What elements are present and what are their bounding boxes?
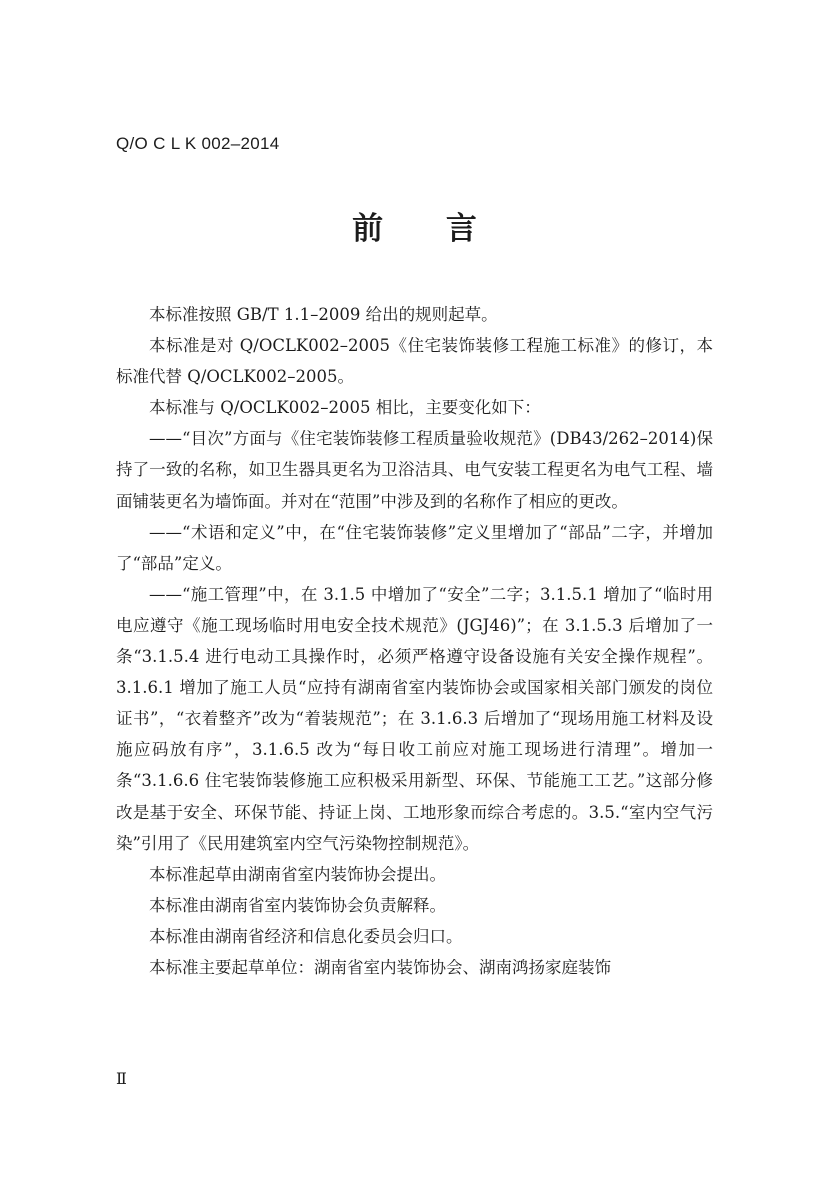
paragraph-proposer: 本标准起草由湖南省室内装饰协会提出。 [149,864,446,884]
paragraph-drafting-units: 本标准主要起草单位：湖南省室内装饰协会、湖南鸿扬家庭装饰 [149,957,611,977]
page-title: 前 言 [352,211,503,247]
body-text [116,299,713,983]
page-number: Ⅱ [116,1071,127,1088]
paragraph-revision: 本标准是对 Q/OCLK002–2005《住宅装饰装修工程施工标准》的修订，本标准代替 Q/OCLK002–2005。 [116,336,713,387]
paragraph-change-contents: ——“目次”方面与《住宅装饰装修工程质量验收规范》(DB43/262–2014)保持了一致的名称，如卫生器具更名为卫浴洁具、电气安装工程更名为电气工程、墙面铺装更名为墙饰面。并对在“范围”中涉及到的名称作了相应的更改。 [116,429,713,511]
paragraph-changes-intro: 本标准与 Q/OCLK002–2005 相比，主要变化如下： [149,398,541,418]
standard-code: Q/O C L K 002–2014 [116,134,280,153]
paragraph-change-terms: ——“术语和定义”中，在“住宅装饰装修”定义里增加了“部品”二字，并增加了“部品”定义。 [116,522,713,573]
paragraph-change-management: ——“施工管理”中，在 3.1.5 中增加了“安全”二字；3.1.5.1 增加了“临时用电应遵守《施工现场临时用电安全技术规范》(JGJ46)”；在 3.1.5.3 后增加了一条“3.1.5.4 进行电动工具操作时，必须严格遵守设备设施有关安全操作规程”。3.1.6.1 增加了施工人员“应持有湖南省室内装饰协会或国家相关部门颁发的岗位证书”，“衣着整齐”改为“着装规范”；在 3.1.6.3 后增加了“现场用施工材料及设施应码放有序”，3.1.6.5 改为“每日收工前应对施工现场进行清理”。增加一条“3.1.6.6 住宅装饰装修施工应积极采用新型、环保、节能施工工艺。”这部分修改是基于安全、环保节能、持证上岗、工地形象而综合考虑的。3.5.“室内空气污染”引用了《民用建筑室内空气污染物控制规范》。 [116,584,713,853]
paragraph-management: 本标准由湖南省经济和信息化委员会归口。 [149,926,463,946]
paragraph-drafting-rules: 本标准按照 GB/T 1.1–2009 给出的规则起草。 [149,305,498,324]
paragraph-interpretation: 本标准由湖南省室内装饰协会负责解释。 [149,895,446,915]
